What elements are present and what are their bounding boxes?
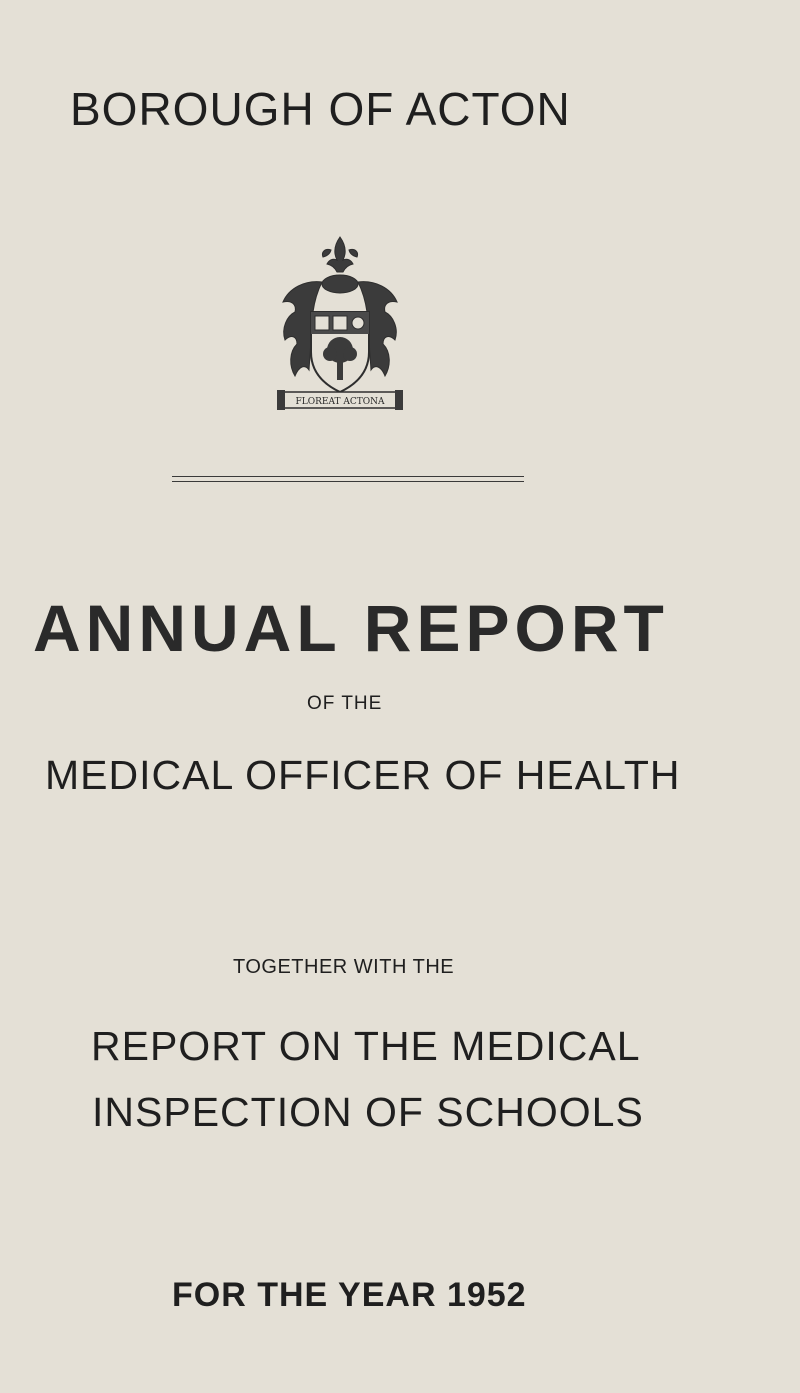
supplement-line-2: INSPECTION OF SCHOOLS	[92, 1089, 644, 1135]
report-year: FOR THE YEAR 1952	[172, 1276, 527, 1314]
double-rule-divider	[172, 476, 524, 482]
report-title: ANNUAL REPORT	[33, 591, 669, 665]
supplement-connector: TOGETHER WITH THE	[233, 956, 455, 978]
title-connector: OF THE	[307, 693, 383, 714]
supplement-line-1: REPORT ON THE MEDICAL	[91, 1023, 641, 1069]
motto-text: FLOREAT ACTONA	[295, 397, 385, 407]
borough-title: BOROUGH OF ACTON	[70, 83, 571, 135]
coat-of-arms-icon	[275, 232, 405, 412]
report-subject: MEDICAL OFFICER OF HEALTH	[45, 752, 681, 798]
